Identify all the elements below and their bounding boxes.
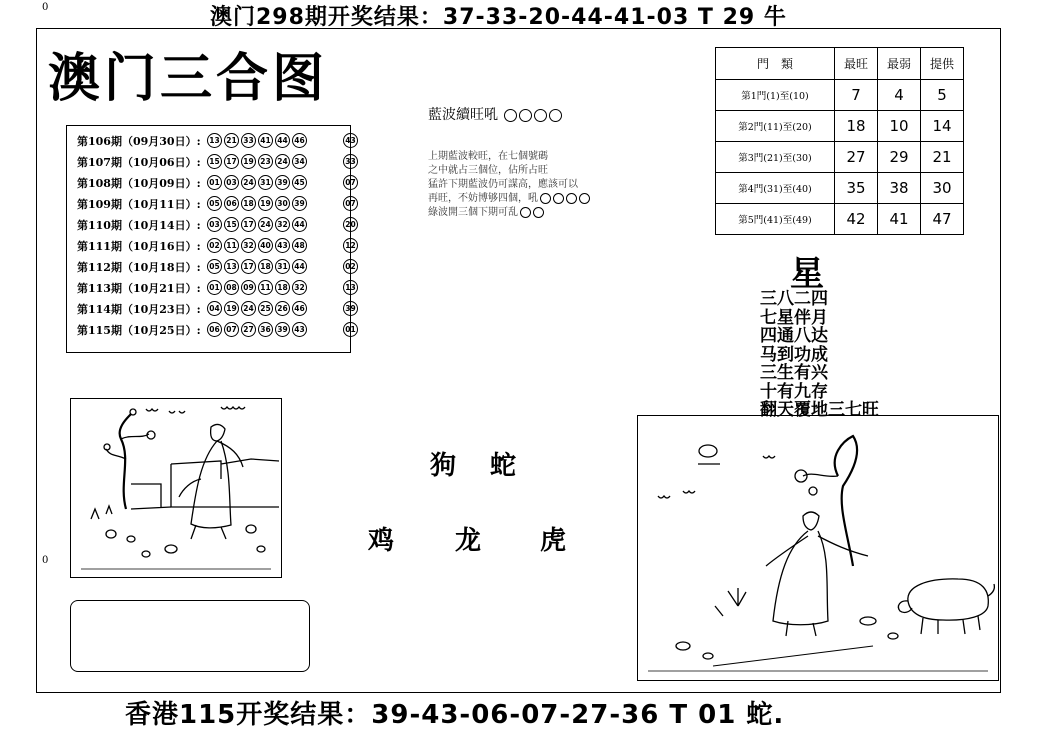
stats-row	[716, 80, 964, 111]
draw-ball: 01	[207, 175, 222, 190]
circle-icon	[566, 193, 577, 204]
draw-row	[77, 216, 356, 233]
draw-ball: 01	[207, 280, 222, 295]
corner-mark-middle: 0	[42, 555, 49, 566]
circle-icon	[533, 207, 544, 218]
draw-ball: 33	[241, 133, 256, 148]
draw-ball: 15	[224, 217, 239, 232]
draw-ball: 27	[241, 322, 256, 337]
draw-ball: 25	[258, 301, 273, 316]
draw-label: 第115期（10月25日）:	[77, 323, 201, 337]
draw-row	[77, 258, 356, 275]
draw-ball: 46	[292, 133, 307, 148]
draw-special-ball: 02	[343, 259, 358, 274]
circle-icon	[579, 193, 590, 204]
draw-ball: 41	[258, 133, 273, 148]
zodiac-rooster: 鸡	[368, 526, 395, 556]
draw-label: 第106期（09月30日）:	[77, 134, 201, 148]
stats-header-category: 門 類	[716, 48, 835, 80]
hongkong-draw-result: 香港115开奖结果：39-43-06-07-27-36 T 01 蛇.	[125, 700, 785, 730]
draw-special-ball: 12	[343, 238, 358, 253]
draw-special-ball: 39	[343, 301, 358, 316]
draw-ball: 19	[224, 301, 239, 316]
poem-line: 三八二四	[760, 289, 828, 309]
zodiac-snake: 蛇	[490, 451, 517, 481]
draw-history-table	[66, 125, 356, 353]
draw-label: 第113期（10月21日）:	[77, 281, 201, 295]
stats-row	[716, 111, 964, 142]
hint-line-text: 再旺，不妨博够四個，吼	[428, 193, 538, 204]
stats-row	[716, 142, 964, 173]
draw-ball: 08	[224, 280, 239, 295]
draw-ball: 32	[275, 217, 290, 232]
zodiac-tiger: 虎	[540, 526, 567, 556]
circle-icon	[534, 109, 547, 122]
draw-ball: 11	[258, 280, 273, 295]
stats-offer: 21	[921, 142, 964, 173]
stats-row	[716, 204, 964, 235]
draw-ball: 31	[258, 175, 273, 190]
hint-body	[428, 150, 658, 220]
draw-label: 第107期（10月06日）:	[77, 155, 201, 169]
blank-note-box	[70, 600, 310, 672]
draw-special-ball: 43	[343, 133, 358, 148]
stats-range: 第1門(1)至(10)	[716, 80, 835, 111]
stats-weak: 10	[878, 111, 921, 142]
stats-offer: 30	[921, 173, 964, 204]
hint-title	[428, 104, 562, 124]
circle-icon	[504, 109, 517, 122]
draw-special-ball: 20	[343, 217, 358, 232]
draw-label: 第112期（10月18日）:	[77, 260, 201, 274]
right-illustration	[637, 415, 999, 681]
draw-ball: 39	[275, 322, 290, 337]
draw-ball: 05	[207, 196, 222, 211]
draw-ball: 17	[224, 154, 239, 169]
draw-ball: 31	[275, 259, 290, 274]
draw-ball: 24	[258, 217, 273, 232]
draw-label: 第110期（10月14日）:	[77, 218, 201, 232]
stats-offer: 47	[921, 204, 964, 235]
stats-header-weak: 最弱	[878, 48, 921, 80]
draw-row	[77, 153, 356, 170]
draw-row	[77, 132, 356, 149]
draw-ball: 23	[258, 154, 273, 169]
draw-ball: 02	[207, 238, 222, 253]
draw-ball: 32	[241, 238, 256, 253]
draw-ball: 32	[292, 280, 307, 295]
draw-ball: 18	[241, 196, 256, 211]
draw-ball: 30	[275, 196, 290, 211]
stats-range: 第3門(21)至(30)	[716, 142, 835, 173]
stats-hot: 27	[835, 142, 878, 173]
draw-ball: 43	[292, 322, 307, 337]
draw-special-ball: 01	[343, 322, 358, 337]
draw-ball: 19	[241, 154, 256, 169]
stats-range: 第4門(31)至(40)	[716, 173, 835, 204]
scholar-pig-drawing	[638, 416, 997, 679]
draw-row	[77, 195, 356, 212]
stats-header-row	[716, 48, 964, 80]
draw-ball: 40	[258, 238, 273, 253]
circle-icon	[520, 207, 531, 218]
draw-ball: 19	[258, 196, 273, 211]
circle-icon	[553, 193, 564, 204]
stats-weak: 41	[878, 204, 921, 235]
stats-hot: 7	[835, 80, 878, 111]
stats-header-hot: 最旺	[835, 48, 878, 80]
poem-line: 十有九存	[760, 381, 828, 402]
draw-ball: 03	[207, 217, 222, 232]
left-illustration	[70, 398, 282, 578]
draw-ball: 24	[275, 154, 290, 169]
draw-ball: 48	[292, 238, 307, 253]
circle-icon	[549, 109, 562, 122]
stats-hot: 35	[835, 173, 878, 204]
draw-label: 第108期（10月09日）:	[77, 176, 201, 190]
hint-line-text: 綠波開三個下期可乱	[428, 207, 518, 218]
draw-label: 第114期（10月23日）:	[77, 302, 201, 316]
stats-range: 第2門(11)至(20)	[716, 111, 835, 142]
hint-title-text: 藍波續旺吼	[428, 107, 498, 123]
page-title: 澳门三合图	[48, 49, 329, 109]
star-poem	[760, 290, 879, 420]
poem-line: 七星伴月	[760, 307, 828, 328]
stats-offer: 5	[921, 80, 964, 111]
draw-ball: 15	[207, 154, 222, 169]
draw-ball: 21	[224, 133, 239, 148]
draw-label: 第111期（10月16日）:	[77, 239, 201, 253]
draw-ball: 17	[241, 259, 256, 274]
draw-ball: 07	[224, 322, 239, 337]
macau-draw-result: 澳门298期开奖结果：37-33-20-44-41-03 T 29 牛	[210, 5, 787, 30]
stats-weak: 4	[878, 80, 921, 111]
draw-ball: 03	[224, 175, 239, 190]
draw-row	[77, 174, 356, 191]
draw-ball: 13	[224, 259, 239, 274]
stats-weak: 38	[878, 173, 921, 204]
corner-mark-top: 0	[42, 2, 49, 13]
circle-icon	[519, 109, 532, 122]
hint-line	[428, 206, 658, 220]
draw-special-ball: 13	[343, 280, 358, 295]
draw-ball: 06	[224, 196, 239, 211]
draw-special-ball: 07	[343, 175, 358, 190]
draw-ball: 46	[292, 301, 307, 316]
draw-special-ball: 07	[343, 196, 358, 211]
draw-ball: 43	[275, 238, 290, 253]
draw-ball: 36	[258, 322, 273, 337]
draw-ball: 34	[292, 154, 307, 169]
stats-hot: 42	[835, 204, 878, 235]
scholar-drawing	[71, 399, 280, 576]
stats-offer: 14	[921, 111, 964, 142]
draw-special-ball: 33	[343, 154, 358, 169]
draw-ball: 17	[241, 217, 256, 232]
stats-row	[716, 173, 964, 204]
hint-line: 上期藍波較旺，在七個號碼	[428, 151, 548, 162]
draw-row	[77, 279, 356, 296]
circle-icon	[540, 193, 551, 204]
door-stats-table	[715, 47, 964, 235]
draw-ball: 24	[241, 175, 256, 190]
draw-ball: 11	[224, 238, 239, 253]
draw-ball: 04	[207, 301, 222, 316]
zodiac-dog: 狗	[430, 451, 457, 481]
zodiac-dragon: 龙	[455, 526, 482, 556]
draw-row	[77, 237, 356, 254]
hint-line	[428, 192, 658, 206]
draw-ball: 18	[275, 280, 290, 295]
hint-line: 猛許下期藍波仍可謀高，應該可以	[428, 179, 578, 190]
draw-ball: 24	[241, 301, 256, 316]
stats-hot: 18	[835, 111, 878, 142]
draw-ball: 39	[275, 175, 290, 190]
draw-ball: 18	[258, 259, 273, 274]
draw-ball: 44	[292, 217, 307, 232]
draw-ball: 06	[207, 322, 222, 337]
draw-row	[77, 300, 356, 317]
draw-ball: 45	[292, 175, 307, 190]
star-title: 星	[790, 254, 824, 294]
draw-ball: 44	[275, 133, 290, 148]
stats-weak: 29	[878, 142, 921, 173]
draw-ball: 09	[241, 280, 256, 295]
stats-header-offer: 提供	[921, 48, 964, 80]
draw-ball: 05	[207, 259, 222, 274]
draw-ball: 26	[275, 301, 290, 316]
poem-line: 马到功成	[760, 344, 828, 365]
poem-line: 三生有兴	[760, 363, 828, 383]
poem-line: 翻天覆地三七旺	[760, 400, 879, 420]
stats-range: 第5門(41)至(49)	[716, 204, 835, 235]
draw-ball: 13	[207, 133, 222, 148]
draw-ball: 39	[292, 196, 307, 211]
draw-ball: 44	[292, 259, 307, 274]
hint-line: 之中就占三個位，佔所占旺	[428, 165, 548, 176]
poem-line: 四通八达	[760, 326, 828, 346]
draw-row	[77, 321, 356, 338]
draw-label: 第109期（10月11日）:	[77, 197, 201, 211]
